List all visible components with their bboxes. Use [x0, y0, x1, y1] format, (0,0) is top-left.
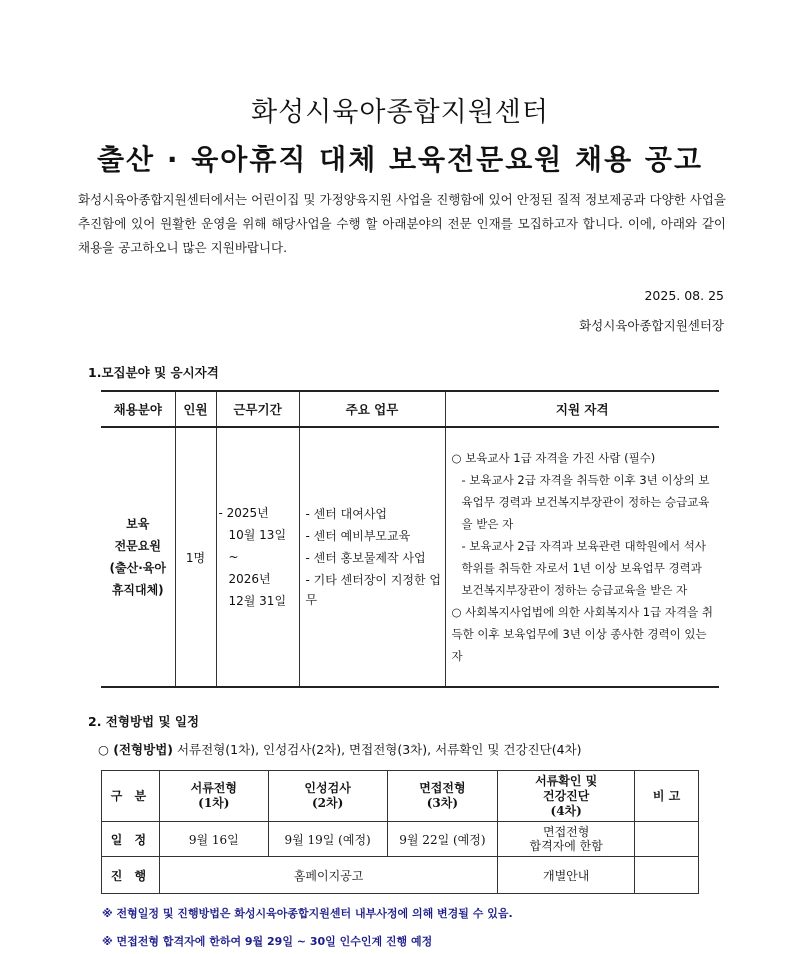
period-line: - 2025년	[218, 506, 269, 520]
announcement-date: 2025. 08. 25	[644, 288, 724, 303]
headcount-cell: 1명	[175, 427, 216, 687]
period-cell	[216, 427, 299, 687]
section2-title: 2. 전형방법 및 일정	[88, 714, 200, 729]
schedule-header: 면접전형 (3차)	[387, 771, 498, 822]
note-handover: ※ 면접전형 합격자에 한하여 9월 29일 ~ 30일 인수인계 진행 예정	[102, 935, 433, 948]
schedule-header: 비 고	[635, 771, 699, 822]
method-label: ○ (전형방법)	[98, 742, 173, 757]
issuer-name: 화성시육아종합지원센터장	[579, 318, 724, 333]
row-label: 진 행	[102, 857, 160, 894]
field-line: (출산·육아	[109, 561, 166, 575]
duty-item: - 센터 홍보물제작 사업	[305, 551, 426, 565]
period-line: 12월 31일	[228, 594, 287, 608]
qualification-item: ○ 사회복지사업법에 의한 사회복지사 1급 자격을 취득한 이후 보육업무에 3년 이상 종사한 경력이 있는 자	[451, 605, 713, 663]
field-line: 전문요원	[114, 539, 161, 553]
progress-cell	[635, 857, 699, 894]
duties-cell	[299, 427, 445, 687]
progress-cell: 홈페이지공고	[159, 857, 497, 894]
schedule-cell: 9월 16일	[159, 822, 268, 857]
schedule-table	[101, 770, 699, 894]
col-header: 근무기간	[216, 391, 299, 427]
qualification-item: - 보육교사 2급 자격을 취득한 이후 3년 이상의 보육업무 경력과 보건복지부장관이 정하는 승급교육을 받은 자	[461, 473, 710, 531]
note-schedule-change: ※ 전형일정 및 진행방법은 화성시육아종합지원센터 내부사정에 의해 변경될 수 있음.	[102, 907, 513, 920]
method-text: 서류전형(1차), 인성검사(2차), 면접전형(3차), 서류확인 및 건강진단(4차)	[176, 742, 582, 757]
section1-title: 1.모집분야 및 응시자격	[88, 365, 219, 380]
field-cell	[101, 427, 175, 687]
schedule-header: 서류전형 (1차)	[159, 771, 268, 822]
col-header: 채용분야	[101, 391, 175, 427]
duty-item: - 센터 예비부모교육	[305, 529, 411, 543]
schedule-cell: 면접전형 합격자에 한함	[498, 822, 635, 857]
page-subtitle: 출산 · 육아휴직 대체 보육전문요원 채용 공고	[97, 143, 703, 176]
col-header: 주요 업무	[299, 391, 445, 427]
col-header: 인원	[175, 391, 216, 427]
field-line: 휴직대체)	[111, 583, 164, 597]
schedule-header: 인성검사 (2차)	[268, 771, 387, 822]
col-header: 지원 자격	[445, 391, 719, 427]
selection-method	[98, 740, 581, 758]
schedule-header: 서류확인 및 건강진단 (4차)	[498, 771, 635, 822]
intro-paragraph: 화성시육아종합지원센터에서는 어린이집 및 가정양육지원 사업을 진행함에 있어 안정된 질적 정보제공과 다양한 사업을 추진함에 있어 원활한 운영을 위해 해당사업을 수행 할 아래분야의 전문 인재를 모집하고자 합니다. 이에, 아래와 같이 채용을 공고하오니 많은 지원바랍니다.	[78, 192, 726, 255]
progress-cell: 개별안내	[498, 857, 635, 894]
duty-item: - 센터 대여사업	[305, 507, 388, 521]
qualification-item: ○ 보육교사 1급 자격을 가진 사람 (필수)	[451, 451, 656, 465]
field-line: 보육	[126, 517, 150, 531]
schedule-cell: 9월 22일 (예정)	[387, 822, 498, 857]
qualification-cell	[445, 427, 719, 687]
period-line: 2026년	[228, 572, 271, 586]
schedule-cell: 9월 19일 (예정)	[268, 822, 387, 857]
duty-item: - 기타 센터장이 지정한 업무	[305, 573, 442, 607]
period-line: 10월 13일 ~	[228, 528, 287, 564]
page-title: 화성시육아종합지원센터	[251, 97, 549, 128]
schedule-header: 구 분	[102, 771, 160, 822]
qualification-item: - 보육교사 2급 자격과 보육관련 대학원에서 석사학위를 취득한 자로서 1년 이상 보육업무 경력과 보건복지부장관이 정하는 승급교육을 받은 자	[461, 539, 706, 597]
row-label: 일 정	[102, 822, 160, 857]
schedule-cell	[635, 822, 699, 857]
recruitment-table	[101, 390, 719, 688]
